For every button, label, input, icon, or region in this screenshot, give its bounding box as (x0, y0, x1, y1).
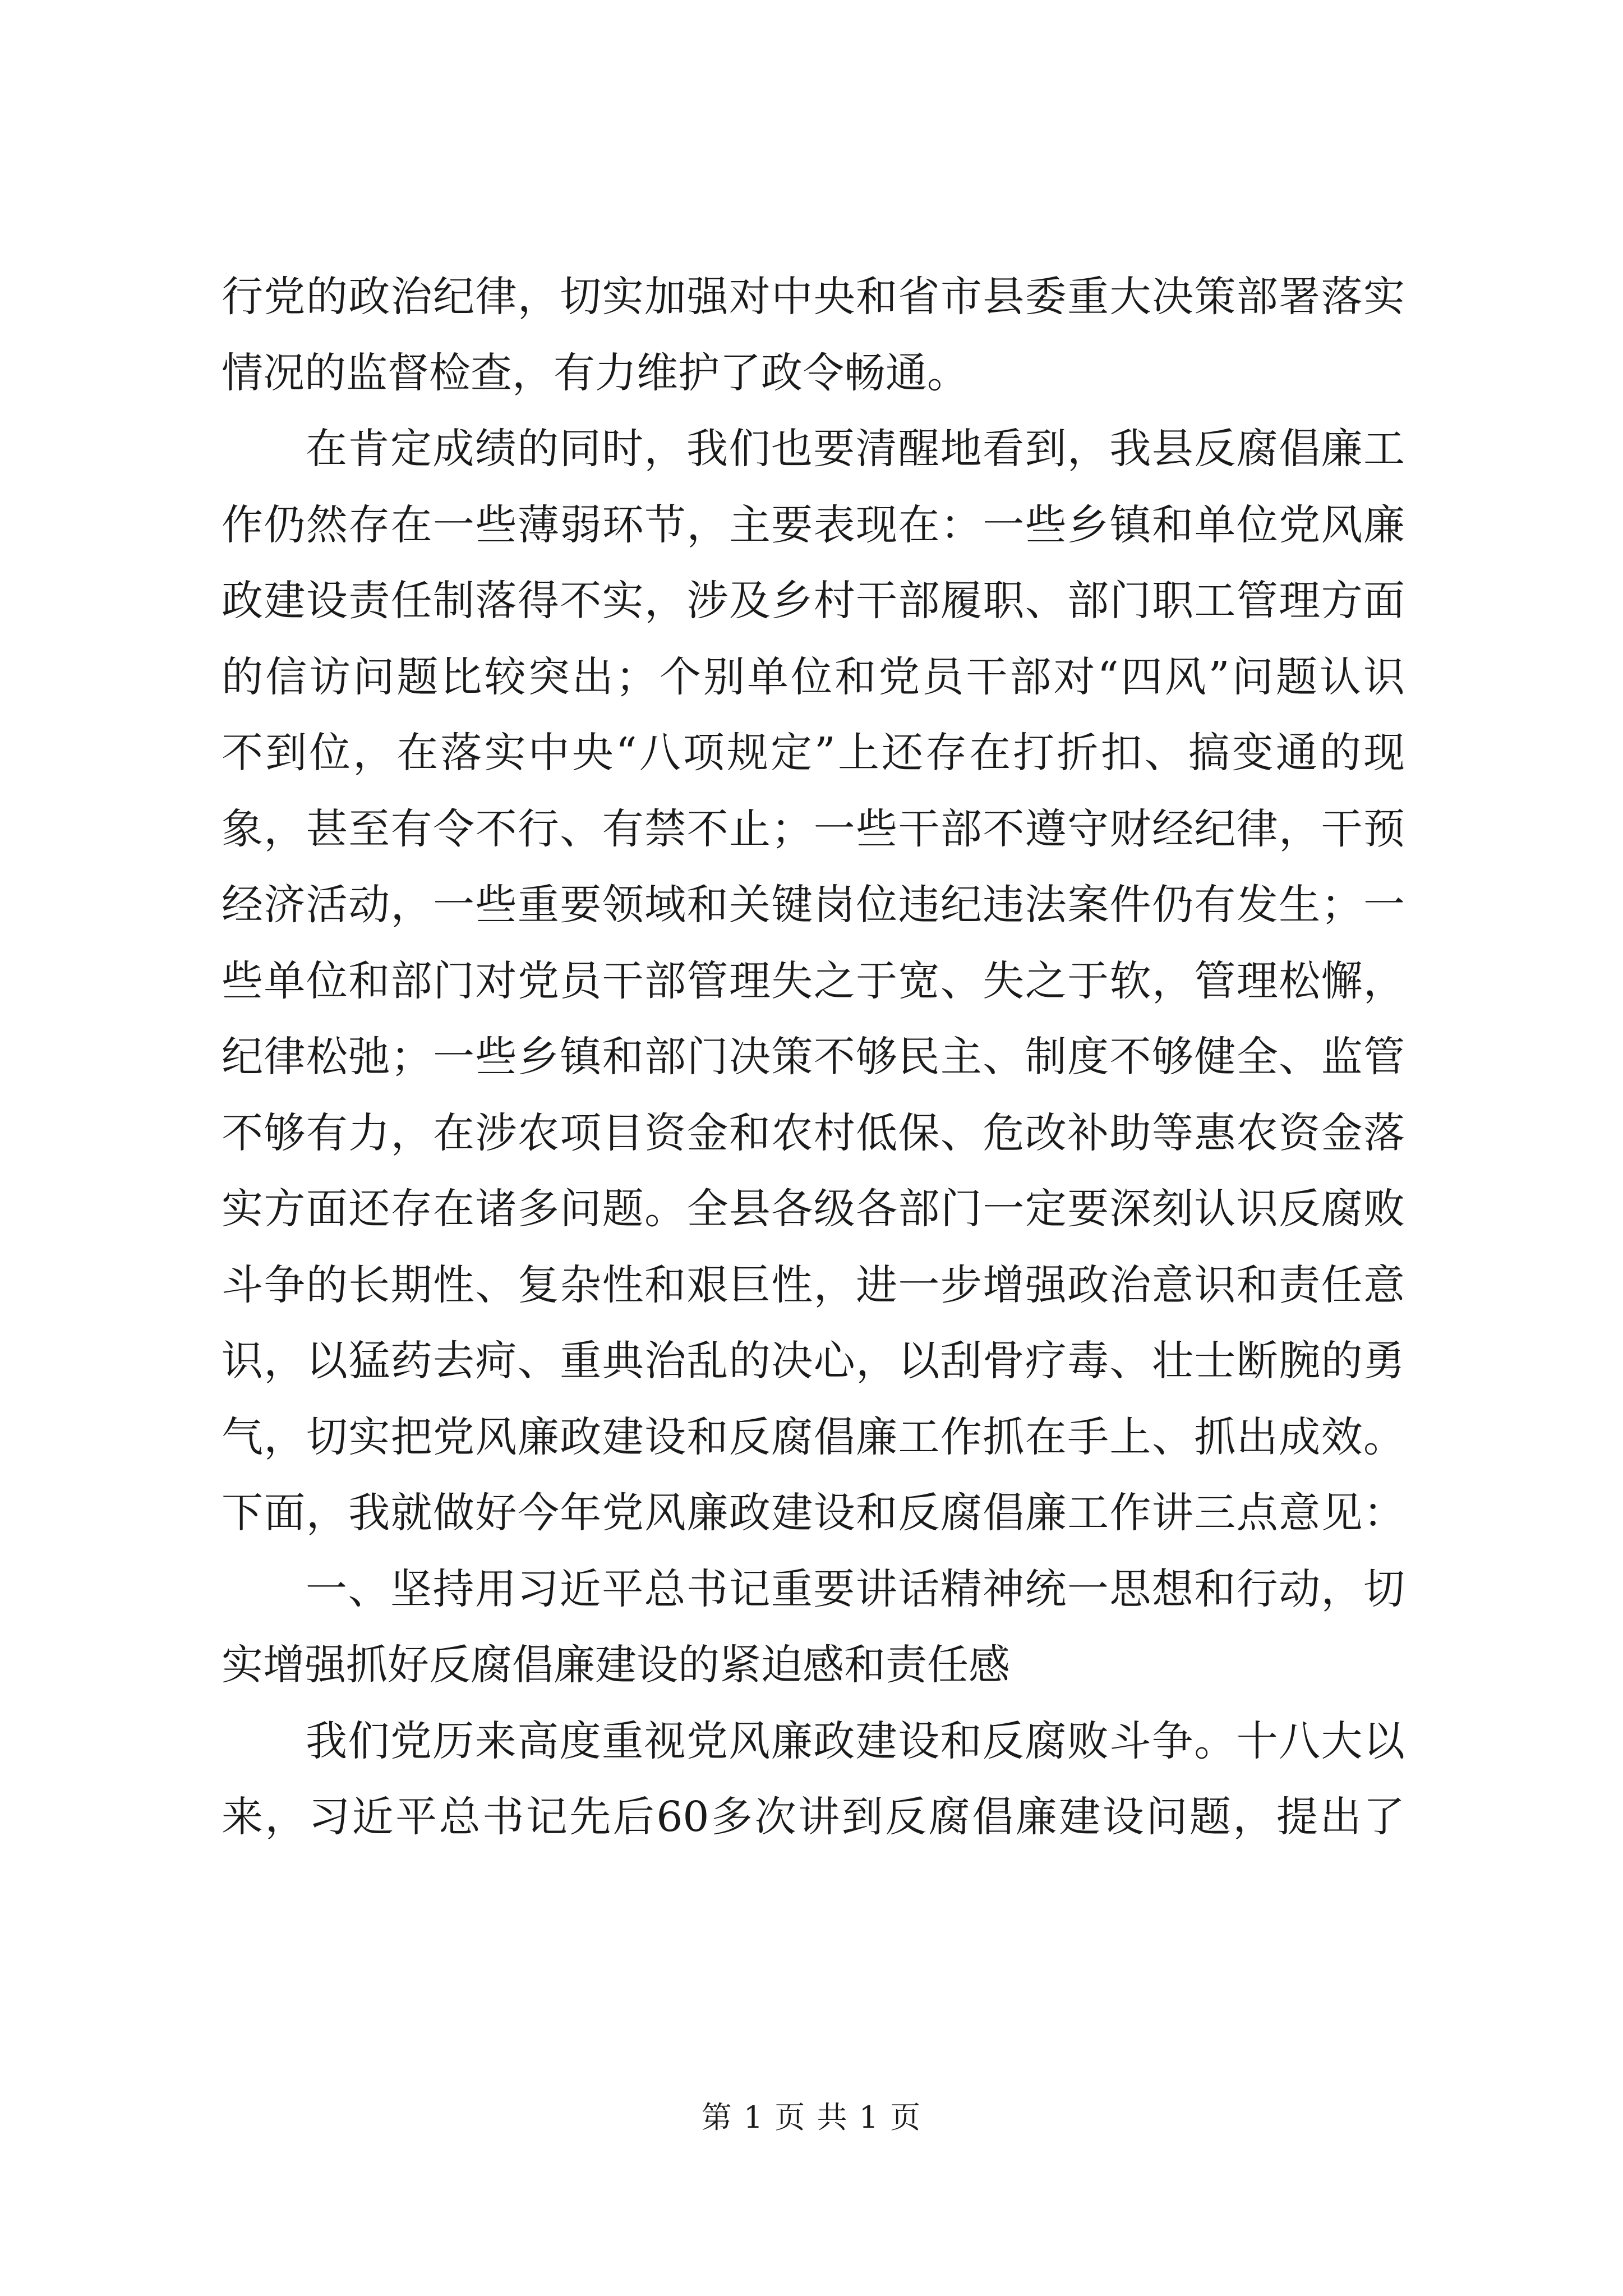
document-body (222, 259, 1405, 1856)
text-line: 斗争的长期性、复杂性和艰巨性，进一步增强政治意识和责任意 (222, 1260, 1405, 1309)
text-line: 作仍然存在一些薄弱环节，主要表现在：一些乡镇和单位党风廉 (222, 500, 1405, 549)
section-heading-line: 实增强抓好反腐倡廉建设的紧迫感和责任感 (222, 1641, 1010, 1689)
text-line: 的信访问题比较突出；个别单位和党员干部对“四风”问题认识 (222, 652, 1405, 701)
text-line: 不够有力，在涉农项目资金和农村低保、危改补助等惠农资金落 (222, 1108, 1405, 1157)
text-line: 行党的政治纪律，切实加强对中央和省市县委重大决策部署落实 (222, 273, 1405, 321)
text-line: 识，以猛药去疴、重典治乱的决心，以刮骨疗毒、壮士断腕的勇 (222, 1337, 1405, 1385)
page-number-footer: 第 1 页 共 1 页 (701, 2100, 922, 2135)
text-line: 不到位，在落实中央“八项规定”上还存在打折扣、搞变通的现 (222, 729, 1405, 777)
section-heading-line: 一、坚持用习近平总书记重要讲话精神统一思想和行动，切 (306, 1565, 1405, 1613)
text-line: 气，切实把党风廉政建设和反腐倡廉工作抓在手上、抓出成效。 (222, 1412, 1405, 1461)
text-line: 象，甚至有令不行、有禁不止；一些干部不遵守财经纪律，干预 (222, 804, 1405, 853)
text-line: 在肯定成绩的同时，我们也要清醒地看到，我县反腐倡廉工 (306, 425, 1405, 473)
text-line: 些单位和部门对党员干部管理失之于宽、失之于软，管理松懈， (222, 956, 1405, 1005)
text-line: 下面，我就做好今年党风廉政建设和反腐倡廉工作讲三点意见： (222, 1489, 1405, 1537)
text-line: 政建设责任制落得不实，涉及乡村干部履职、部门职工管理方面 (222, 577, 1405, 625)
text-line: 来，习近平总书记先后60多次讲到反腐倡廉建设问题，提出了 (222, 1793, 1405, 1841)
text-line: 经济活动，一些重要领域和关键岗位违纪违法案件仍有发生；一 (222, 881, 1405, 929)
text-line: 纪律松弛；一些乡镇和部门决策不够民主、制度不够健全、监管 (222, 1033, 1405, 1081)
text-line: 我们党历来高度重视党风廉政建设和反腐败斗争。十八大以 (306, 1717, 1405, 1765)
text-line: 实方面还存在诸多问题。全县各级各部门一定要深刻认识反腐败 (222, 1185, 1405, 1233)
text-line: 情况的监督检查，有力维护了政令畅通。 (222, 348, 969, 397)
